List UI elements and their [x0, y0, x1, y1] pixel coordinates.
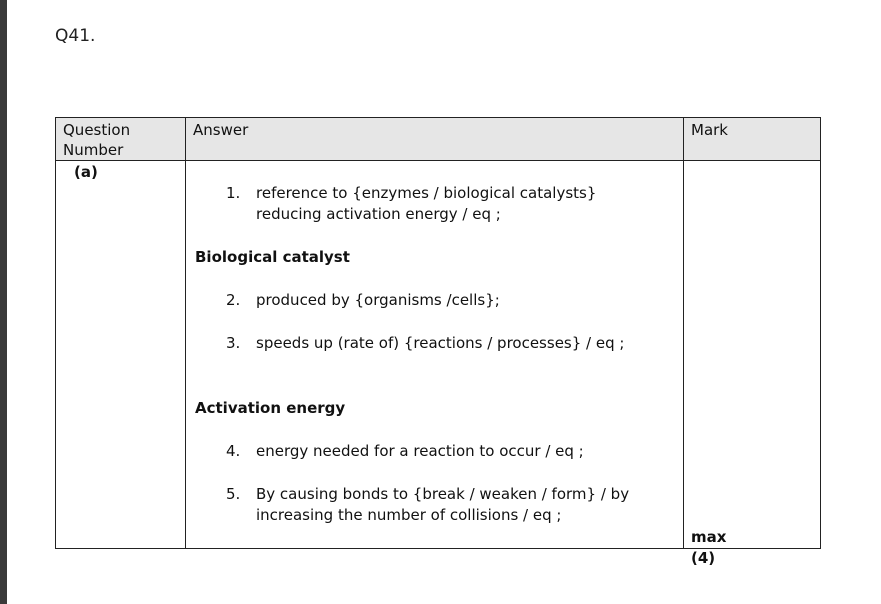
answer-item-text: speeds up (rate of) {reactions / processes} / eq ; [256, 334, 625, 352]
heading-activation-energy: Activation energy [195, 399, 346, 417]
answer-item-text: By causing bonds to {break / weaken / form} / by increasing the number of collisions / eq ; [256, 485, 630, 524]
answer-item-number: 2. [226, 291, 241, 309]
table-header-row [56, 118, 821, 161]
answer-item-text: energy needed for a reaction to occur / eq ; [256, 442, 584, 460]
heading-biological-catalyst: Biological catalyst [195, 248, 350, 266]
question-label: Q41. [55, 26, 96, 46]
answer-cell [186, 161, 684, 549]
answer-item-number: 4. [226, 442, 241, 460]
mark-cell [684, 161, 821, 567]
mark-max: max [691, 528, 727, 546]
header-mark: Mark [684, 118, 821, 161]
answer-item-number: 1. [226, 184, 241, 202]
header-question-number: Question Number [56, 118, 186, 161]
question-part: (a) [56, 161, 186, 549]
header-answer: Answer [186, 118, 684, 161]
viewer-left-edge [0, 0, 7, 604]
mark-total: (4) [691, 549, 716, 567]
mark-value [691, 527, 726, 569]
table-row [56, 161, 821, 549]
mark-scheme-table [55, 117, 821, 567]
answer-item-text: reference to {enzymes / biological catalysts} reducing activation energy / eq ; [256, 184, 597, 223]
answer-item-text: produced by {organisms /cells}; [256, 291, 500, 309]
answer-item-number: 3. [226, 334, 241, 352]
answer-item-number: 5. [226, 485, 241, 503]
